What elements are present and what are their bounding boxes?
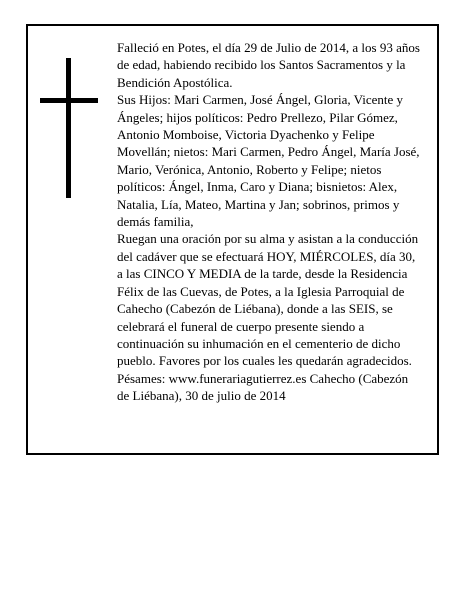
- notice-text: [117, 39, 423, 405]
- cross-vertical-bar: [66, 58, 71, 198]
- death-announcement: Falleció en Potes, el día 29 de Julio de 2014, a los 93 años de edad, habiendo recibido los Santos Sacramentos y la Bendición Apostólica.: [117, 40, 420, 90]
- family-list: Sus Hijos: Mari Carmen, José Ángel, Gloria, Vicente y Ángeles; hijos políticos: Pedro Prellezo, Pilar Gómez, Antonio Momboise, Victoria Dyachenko y Felipe Movellán; nietos: Mari Carmen, Pedro Ángel, María José, Mario, Verónica, Antonio, Roberto y Felipe; nietos políticos: Ángel, Inma, Caro y Diana; bisnietos: Alex, Natalia, Lía, Mateo, Martina y Jan; sobrinos, primos y demás familia,: [117, 92, 420, 230]
- obituary-notice: [26, 24, 439, 455]
- cross-horizontal-bar: [40, 98, 98, 103]
- condolences-line: Pésames: www.funerariagutierrez.es Cahecho (Cabezón de Liébana), 30 de julio de 2014: [117, 370, 409, 404]
- funeral-details: Ruegan una oración por su alma y asistan a la conducción del cadáver que se efectuará HOY, MIÉRCOLES, día 30, a las CINCO Y MEDIA de la tarde, desde la Residencia Félix de las Cuevas, de Potes, a la Iglesia Parroquial de Cahecho (Cabezón de Liébana), donde a las SEIS, se celebrará el funeral de cuerpo presente siendo a continuación su inhumación en el cementerio de dicho pueblo. Favores por los cuales les quedarán agradecidos.: [117, 231, 419, 369]
- cross-icon: [40, 58, 98, 198]
